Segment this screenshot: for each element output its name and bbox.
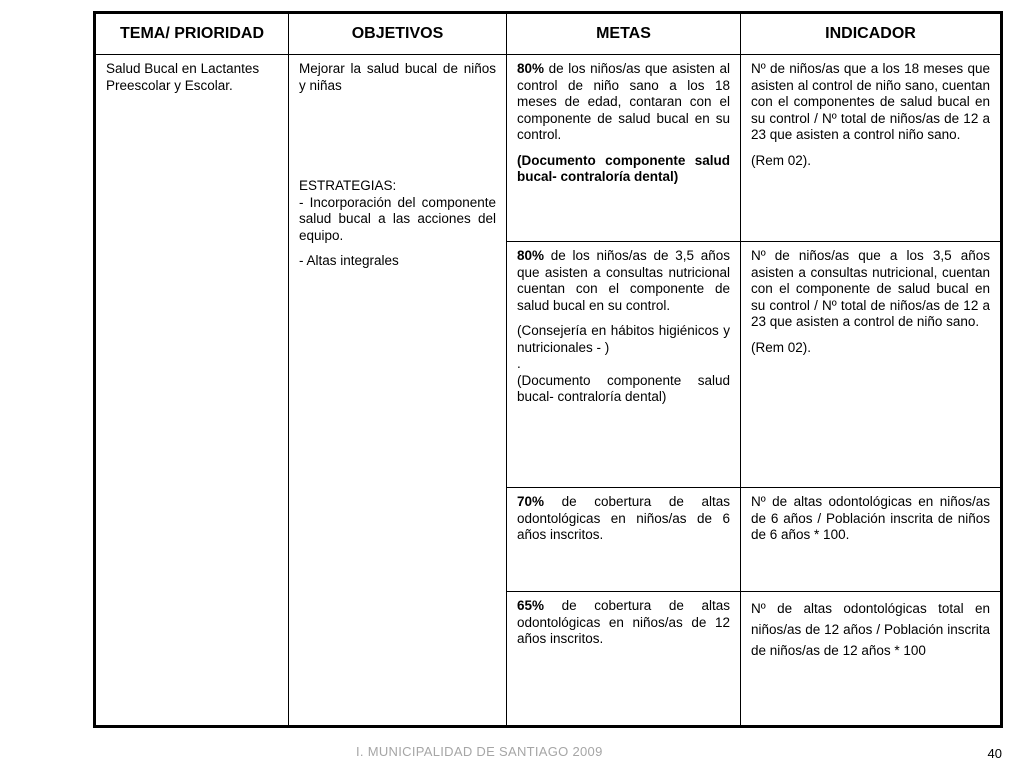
indicador-text: Nº de altas odontológicas total en niños/as de 12 años / Población inscrita de niños/as de 12 años * 100	[751, 601, 990, 658]
meta-cell	[507, 55, 741, 242]
objetivo-text: Mejorar la salud bucal de niños y niñas	[299, 61, 496, 93]
footer-organization: I. MUNICIPALIDAD DE SANTIAGO 2009	[356, 744, 603, 759]
objetivos-cell	[289, 55, 507, 727]
meta-description: de cobertura de altas odontológicas en niños/as de 6 años inscritos.	[517, 494, 730, 542]
indicador-cell	[741, 55, 1002, 242]
indicador-ref: (Rem 02).	[751, 339, 812, 355]
estrategias-label: ESTRATEGIAS:	[299, 178, 397, 193]
indicador-cell	[741, 488, 1002, 592]
meta-text	[517, 61, 730, 144]
indicador-cell	[741, 592, 1002, 727]
indicador-text: Nº de altas odontológicas en niños/as de 6 años / Población inscrita de niños de 6 años * 100.	[751, 494, 990, 542]
indicador-cell	[741, 242, 1002, 488]
indicador-text: Nº de niños/as que a los 18 meses que asisten al control de niño sano, cuentan con el componentes de salud bucal en su control / Nº total de niños/as de 12 a 23 que asisten a control niño sano.	[751, 61, 990, 142]
meta-text	[517, 248, 730, 314]
estrategia-altas-integrales: - Altas integrales	[299, 253, 399, 268]
indicador-text: Nº de niños/as que a los 3,5 años asisten a consultas nutricional, cuentan con el componente de salud bucal en su control / Nº total de niños/as de 12 a 23 que asisten a control de niño sano.	[751, 248, 990, 329]
meta-note-consejeria: (Consejería en hábitos higiénicos y nutricionales - )	[517, 323, 730, 355]
meta-note-dot: .	[517, 356, 521, 371]
meta-note: (Documento componente salud bucal- contraloría dental)	[517, 152, 730, 184]
meta-cell	[507, 592, 741, 727]
tema-text: Salud Bucal en Lactantes Preescolar y Escolar.	[106, 61, 260, 93]
meta-description: de los niños/as de 3,5 años que asisten a consultas nutricional cuentan con el componente de salud bucal en su control.	[517, 248, 730, 313]
meta-percentage: 80%	[517, 248, 545, 263]
meta-note-documento: (Documento componente salud bucal- contraloría dental)	[517, 372, 730, 404]
header-objetivos: OBJETIVOS	[289, 13, 507, 55]
header-indicador: INDICADOR	[741, 13, 1002, 55]
meta-description: de los niños/as que asisten al control de niño sano a los 18 meses de edad, contaran con el componente de salud bucal en su control.	[517, 61, 730, 142]
table-header-row	[95, 13, 1002, 55]
meta-cell	[507, 488, 741, 592]
meta-text	[517, 494, 730, 544]
header-metas: METAS	[507, 13, 741, 55]
meta-cell	[507, 242, 741, 488]
tema-cell	[95, 55, 289, 727]
meta-percentage: 65%	[517, 598, 545, 613]
header-tema-prioridad: TEMA/ PRIORIDAD	[95, 13, 289, 55]
planning-table	[93, 11, 1003, 728]
indicador-ref: (Rem 02).	[751, 152, 812, 168]
meta-percentage: 80%	[517, 61, 545, 76]
meta-percentage: 70%	[517, 494, 545, 509]
page-number: 40	[987, 746, 1002, 761]
table-row	[95, 55, 1002, 242]
estrategia-incorporacion: - Incorporación del componente salud bucal a las acciones del equipo.	[299, 194, 496, 243]
meta-text	[517, 598, 730, 648]
meta-description: de cobertura de altas odontológicas en niños/as de 12 años inscritos.	[517, 598, 730, 646]
